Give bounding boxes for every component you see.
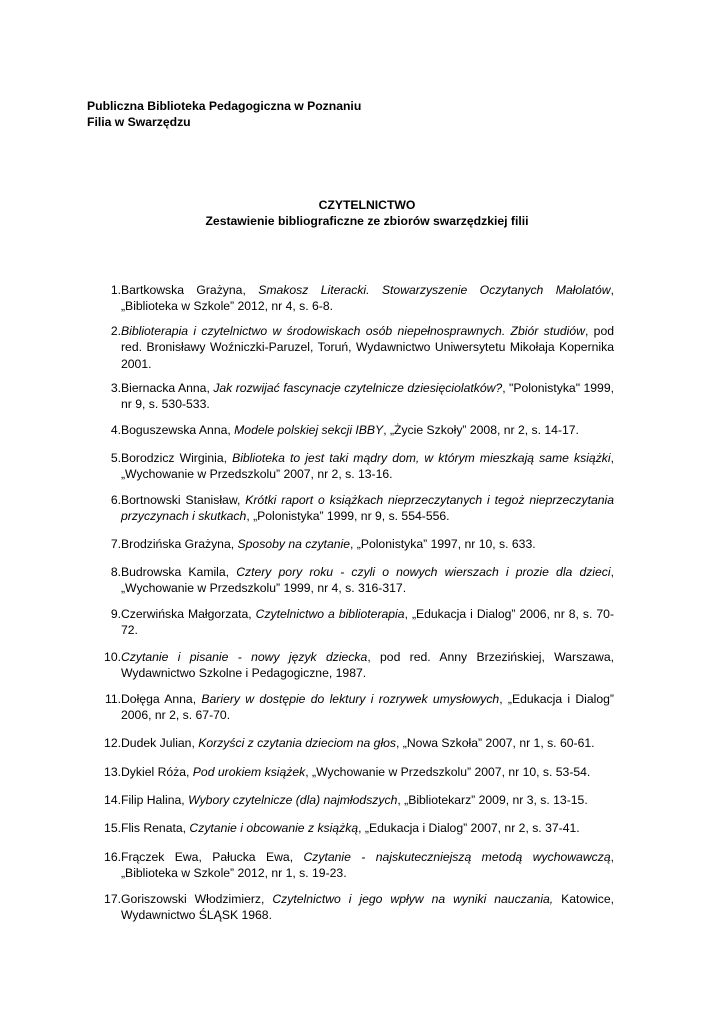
bibliography-entry (87, 380, 614, 413)
entry-source: , „Wychowanie w Przedszkolu” 1999, nr 4, s. 316-317. (121, 565, 614, 596)
entry-title: Czytelnictwo a biblioterapia (255, 607, 405, 621)
entry-text (121, 536, 614, 552)
entry-text (121, 691, 614, 724)
entry-number: 11. (104, 692, 121, 706)
library-header (87, 98, 361, 130)
entry-source: , „Wychowanie w Przedszkolu” 2007, nr 2, s. 13-16. (121, 451, 614, 482)
entry-number: 4. (110, 423, 121, 437)
bibliography-entry (87, 792, 614, 808)
entry-title: Krótki raport o książkach nieprzeczytanych i tegoż nieprzeczytania przyczynach i skutkach (121, 493, 614, 524)
entry-source: , „Edukacja i Dialog” 2006, nr 2, s. 67-70. (121, 692, 614, 723)
entry-title: Smakosz Literacki. Stowarzyszenie Oczytanych Małolatów (258, 283, 611, 297)
bibliography-entry (87, 422, 614, 438)
bibliography-entry (87, 691, 614, 724)
entry-number: 13. (104, 765, 121, 779)
entry-source: , pod red. Bronisławy Woźniczki-Paruzel, Toruń, Wydawnictwo Uniwersytetu Mikołaja Kopernika 2001. (121, 324, 614, 371)
entry-text (121, 492, 614, 525)
entry-title: Wybory czytelnicze (dla) najmłodszych (188, 793, 398, 807)
entry-number: 12. (104, 736, 121, 750)
entry-title: Modele polskiej sekcji IBBY (234, 423, 384, 437)
bibliography-entry (87, 764, 614, 780)
bibliography-entry (87, 820, 614, 836)
entry-text (121, 422, 614, 438)
entry-source: , pod red. Anny Brzezińskiej, Warszawa, Wydawnictwo Szkolne i Pedagogiczne, 1987. (121, 650, 614, 681)
entry-number: 2. (110, 324, 121, 338)
entry-text (121, 891, 614, 924)
entry-title: Bariery w dostępie do lektury i rozrywek umysłowych (201, 692, 500, 706)
entry-author: Frączek Ewa, Pałucka Ewa, (121, 850, 304, 864)
bibliography-entry (87, 536, 614, 552)
entry-title: Pod urokiem książek (192, 765, 306, 779)
entry-source: , „Wychowanie w Przedszkolu” 2007, nr 10, s. 53-54. (305, 765, 591, 779)
entry-number: 8. (110, 565, 121, 579)
entry-text (121, 820, 614, 836)
entry-source: , „Życie Szkoły” 2008, nr 2, s. 14-17. (383, 423, 579, 437)
bibliography-entry (87, 323, 614, 372)
entry-author: Goriszowski Włodzimierz, (121, 892, 273, 906)
entry-number: 1. (110, 283, 121, 297)
entry-source: , „Polonistyka” 1999, nr 9, s. 554-556. (246, 509, 450, 524)
entry-text (121, 282, 614, 315)
entry-title: Sposoby na czytanie (237, 537, 350, 551)
entry-source: , „Nowa Szkoła” 2007, nr 1, s. 60-61. (396, 736, 595, 750)
bibliography-entry (87, 606, 614, 639)
entry-title: Korzyści z czytania dzieciom na głos (198, 736, 397, 750)
entry-title: Cztery pory roku - czyli o nowych wierszach i prozie dla dzieci (236, 565, 611, 579)
bibliography-entry (87, 564, 614, 597)
entry-author: Bartkowska Grażyna, (121, 283, 259, 297)
entry-author: Flis Renata, (121, 821, 190, 835)
entry-author: Filip Halina, (121, 793, 189, 807)
entry-text (121, 649, 614, 682)
entry-title: Czytanie i obcowanie z książką (189, 821, 359, 835)
entry-author: Budrowska Kamila, (121, 565, 237, 579)
document-title: CZYTELNICTWO (318, 198, 416, 212)
entry-source: , „Biblioteka w Szkole” 2012, nr 4, s. 6-8. (121, 283, 614, 314)
bibliography-entry (87, 450, 614, 483)
entry-title: Biblioteka to jest taki mądry dom, w którym mieszkają same książki (232, 451, 611, 465)
entry-title: Czytelnictwo i jego wpływ na wyniki nauczania, (272, 892, 554, 906)
branch-name: Filia w Swarzędzu (87, 115, 191, 129)
entry-author: Brodzińska Grażyna, (121, 537, 238, 551)
entry-text (121, 380, 614, 413)
library-name: Publiczna Biblioteka Pedagogiczna w Poznaniu (87, 99, 362, 113)
entry-author: Boguszewska Anna, (121, 423, 235, 437)
entry-number: 16. (104, 850, 121, 864)
entry-text (121, 792, 614, 808)
entry-text (121, 450, 614, 483)
entry-source: Katowice, Wydawnictwo ŚLĄSK 1968. (121, 892, 614, 923)
entry-author: Biernacka Anna, (121, 381, 214, 395)
entry-text (121, 564, 614, 597)
bibliography-entry (87, 735, 614, 751)
entry-author: Dołęga Anna, (121, 692, 202, 706)
entry-number: 10. (104, 650, 121, 664)
entry-text (121, 323, 614, 372)
entry-text (121, 735, 614, 751)
entry-number: 17. (104, 892, 121, 906)
entry-source: , „Biblioteka w Szkole” 2012, nr 1, s. 19-23. (121, 850, 614, 881)
bibliography-entry (87, 849, 614, 882)
entry-author: Dudek Julian, (121, 736, 199, 750)
entry-number: 3. (110, 381, 121, 395)
entry-text (121, 849, 614, 882)
entry-source: , "Polonistyka" 1999, nr 9, s. 530-533. (121, 381, 614, 412)
entry-title: Czytanie - najskuteczniejszą metodą wychowawczą (303, 850, 611, 864)
entry-number: 15. (104, 821, 121, 835)
entry-number: 7. (110, 537, 121, 551)
entry-number: 5. (110, 451, 121, 465)
entry-source: , „Edukacja i Dialog” 2006, nr 8, s. 70-72. (121, 607, 614, 638)
entry-source: , „Edukacja i Dialog” 2007, nr 2, s. 37-41. (358, 821, 580, 835)
bibliography-entry (87, 282, 614, 315)
entry-source: , „Polonistyka” 1997, nr 10, s. 633. (349, 537, 536, 551)
entry-source: , „Bibliotekarz” 2009, nr 3, s. 13-15. (397, 793, 588, 807)
entry-number: 6. (110, 493, 121, 507)
bibliography-entry (87, 649, 614, 682)
entry-number: 14. (104, 793, 121, 807)
entry-title: Biblioterapia i czytelnictwo w środowiskach osób niepełnosprawnych. Zbiór studiów (121, 324, 585, 338)
bibliography-entry (87, 891, 614, 924)
document-subtitle: Zestawienie bibliograficzne ze zbiorów swarzędzkiej filii (205, 214, 529, 228)
document-title-block (0, 197, 724, 229)
entry-title: Czytanie i pisanie - nowy język dziecka (121, 650, 368, 664)
entry-author: Czerwińska Małgorzata, (121, 607, 256, 621)
entry-author: Dykiel Róża, (121, 765, 193, 779)
entry-author: Bortnowski Stanisław, (121, 493, 246, 507)
bibliography-entry (87, 492, 614, 525)
entry-author: Borodzicz Wirginia, (121, 451, 233, 465)
entry-text (121, 606, 614, 639)
entry-title: Jak rozwijać fascynacje czytelnicze dziesięciolatków? (213, 381, 503, 395)
entry-text (121, 764, 614, 780)
entry-number: 9. (110, 607, 121, 621)
